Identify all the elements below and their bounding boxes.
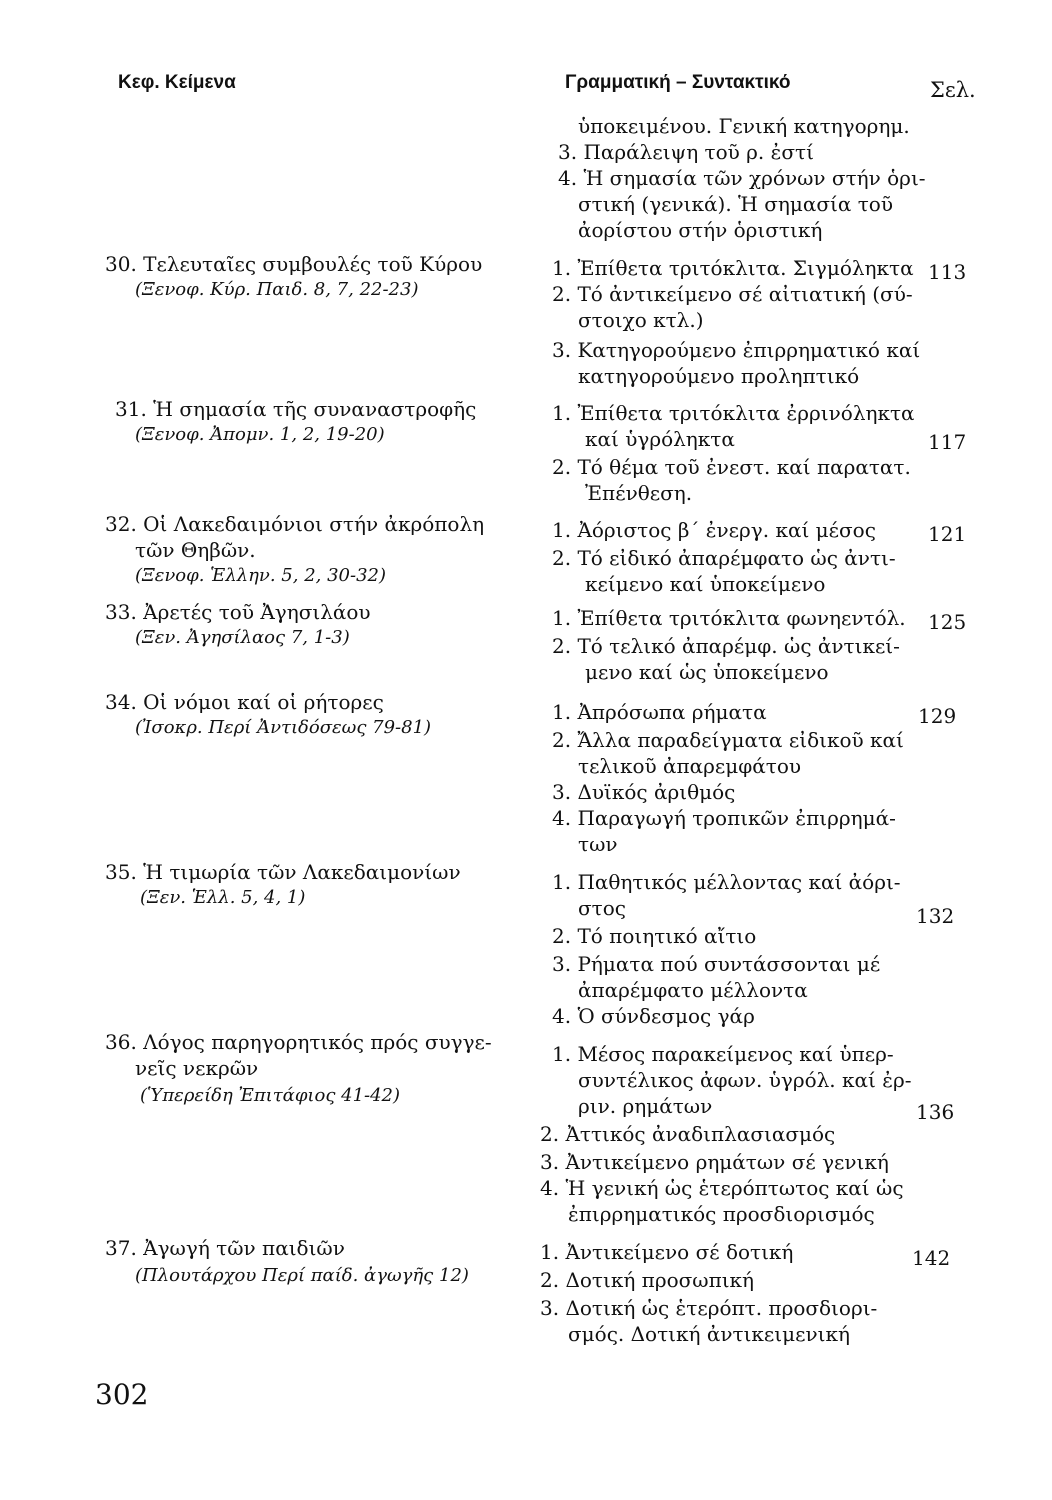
grammar-line: 4. Ἡ γενική ὡς ἑτερόπτωτος καί ὡς <box>540 1176 904 1200</box>
grammar-line: καί ὑγρόληκτα <box>585 427 735 451</box>
grammar-line: συντέλικος ἀφων. ὑγρόλ. καί ἐρ- <box>578 1068 912 1092</box>
grammar-line: 3. Δυϊκός ἀριθμός <box>552 780 736 804</box>
grammar-line: 4. Ὁ σύνδεσμος γάρ <box>552 1004 755 1028</box>
page-ref: 125 <box>928 610 967 634</box>
grammar-line: σμός. Δοτική ἀντικειμενική <box>568 1322 850 1346</box>
grammar-line: 2. Τό εἰδικό ἀπαρέμφατο ὡς ἀντι- <box>552 546 896 570</box>
header-column-grammar: Γραμματική – Συντακτικό <box>565 72 791 93</box>
continued-line: ὑποκειμένου. Γενική κατηγορημ. <box>578 114 910 138</box>
entry-citation: (Πλουτάρχου Περί παίδ. ἀγωγῆς 12) <box>135 1265 469 1286</box>
grammar-line: 3. Ἀντικείμενο ρημάτων σέ γενική <box>540 1150 889 1174</box>
grammar-line: των <box>578 832 618 856</box>
grammar-line: 1. Ἐπίθετα τριτόκλιτα. Σιγμόληκτα <box>552 256 914 280</box>
page-ref: 117 <box>928 430 967 454</box>
page-ref: 113 <box>928 260 967 284</box>
entry-citation: (Ξεν. Ἀγησίλαος 7, 1-3) <box>135 627 350 648</box>
grammar-line: 2. Τό τελικό ἀπαρέμφ. ὡς ἀντικεί- <box>552 634 900 658</box>
grammar-line: 2. Τό θέμα τοῦ ἐνεστ. καί παρατατ. <box>552 455 911 479</box>
grammar-line: στος <box>578 896 626 920</box>
continued-line: στική (γενικά). Ἡ σημασία τοῦ <box>578 192 893 216</box>
grammar-line: 2. Τό ποιητικό αἴτιο <box>552 924 757 948</box>
grammar-line: 3. Ρήματα πού συντάσσονται μέ <box>552 952 881 976</box>
grammar-line: 2. Τό ἀντικείμενο σέ αἰτιατική (σύ- <box>552 282 913 306</box>
grammar-line: κείμενο καί ὑποκείμενο <box>585 572 826 596</box>
grammar-line: 1. Ἀντικείμενο σέ δοτική <box>540 1240 794 1264</box>
page-ref: 136 <box>916 1100 955 1124</box>
grammar-line: 2. Δοτική προσωπική <box>540 1268 755 1292</box>
grammar-line: 2. Ἀττικός ἀναδιπλασιασμός <box>540 1122 836 1146</box>
entry-citation: (Ἰσοκρ. Περί Ἀντιδόσεως 79-81) <box>135 717 432 738</box>
grammar-line: στοιχο κτλ.) <box>578 308 704 332</box>
entry-citation: (Ξενοφ. Ἀπομν. 1, 2, 19-20) <box>135 424 385 445</box>
page-number: 302 <box>95 1378 149 1411</box>
entry-title: 31. Ἡ σημασία τῆς συναναστροφῆς <box>115 397 477 421</box>
grammar-line: 1. Παθητικός μέλλοντας καί ἀόρι- <box>552 870 901 894</box>
continued-line: ἀορίστου στήν ὁριστική <box>578 218 823 242</box>
entry-title: 36. Λόγος παρηγορητικός πρός συγγε- <box>105 1030 492 1054</box>
entry-title-continued: νεῖς νεκρῶν <box>135 1056 259 1080</box>
header-column-texts: Κεφ. Κείμενα <box>118 72 236 93</box>
entry-title: 30. Τελευταῖες συμβουλές τοῦ Κύρου <box>105 252 483 276</box>
grammar-line: 1. Ἀόριστος β΄ ἐνεργ. καί μέσος <box>552 518 876 542</box>
grammar-line: 3. Δοτική ὡς ἑτερόπτ. προσδιορι- <box>540 1296 878 1320</box>
page-ref: 121 <box>928 522 967 546</box>
grammar-line: ριν. ρημάτων <box>578 1094 713 1118</box>
entry-title: 35. Ἡ τιμωρία τῶν Λακεδαιμονίων <box>105 860 461 884</box>
entry-citation: (Ξενοφ. Ἑλλην. 5, 2, 30-32) <box>135 565 387 586</box>
entry-citation: (Ὑπερείδη Ἐπιτάφιος 41-42) <box>140 1085 401 1106</box>
grammar-line: ἐπιρρηματικός προσδιορισμός <box>568 1202 875 1226</box>
page-ref: 129 <box>918 704 957 728</box>
entry-title: 34. Οἱ νόμοι καί οἱ ρήτορες <box>105 690 384 714</box>
grammar-line: μενο καί ὡς ὑποκείμενο <box>585 660 829 684</box>
entry-title: 37. Ἀγωγή τῶν παιδιῶν <box>105 1236 345 1260</box>
entry-citation: (Ξεν. Ἑλλ. 5, 4, 1) <box>140 887 306 908</box>
page-ref: 132 <box>916 904 955 928</box>
grammar-line: 1. Ἀπρόσωπα ρήματα <box>552 700 767 724</box>
page-ref: 142 <box>912 1246 951 1270</box>
grammar-line: 1. Ἐπίθετα τριτόκλιτα φωνηεντόλ. <box>552 606 906 630</box>
grammar-line: Ἐπένθεση. <box>585 481 693 505</box>
entry-title: 32. Οἱ Λακεδαιμόνιοι στήν ἀκρόπολη <box>105 512 485 536</box>
grammar-line: ἀπαρέμφατο μέλλοντα <box>578 978 808 1002</box>
continued-line: 4. Ἡ σημασία τῶν χρόνων στήν ὁρι- <box>558 166 926 190</box>
entry-title-continued: τῶν Θηβῶν. <box>135 538 256 562</box>
entry-citation: (Ξενοφ. Κύρ. Παιδ. 8, 7, 22-23) <box>135 279 419 300</box>
grammar-line: τελικοῦ ἀπαρεμφάτου <box>578 754 802 778</box>
grammar-line: 1. Ἐπίθετα τριτόκλιτα ἐρρινόληκτα <box>552 401 915 425</box>
grammar-line: κατηγορούμενο προληπτικό <box>578 364 860 388</box>
header-column-page: Σελ. <box>930 78 976 102</box>
entry-title: 33. Ἀρετές τοῦ Ἀγησιλάου <box>105 600 371 624</box>
continued-line: 3. Παράλειψη τοῦ ρ. ἐστί <box>558 140 814 164</box>
grammar-line: 2. Ἄλλα παραδείγματα εἰδικοῦ καί <box>552 728 904 752</box>
grammar-line: 1. Μέσος παρακείμενος καί ὑπερ- <box>552 1042 894 1066</box>
grammar-line: 4. Παραγωγή τροπικῶν ἐπιρρημά- <box>552 806 896 830</box>
grammar-line: 3. Κατηγορούμενο ἐπιρρηματικό καί <box>552 338 921 362</box>
